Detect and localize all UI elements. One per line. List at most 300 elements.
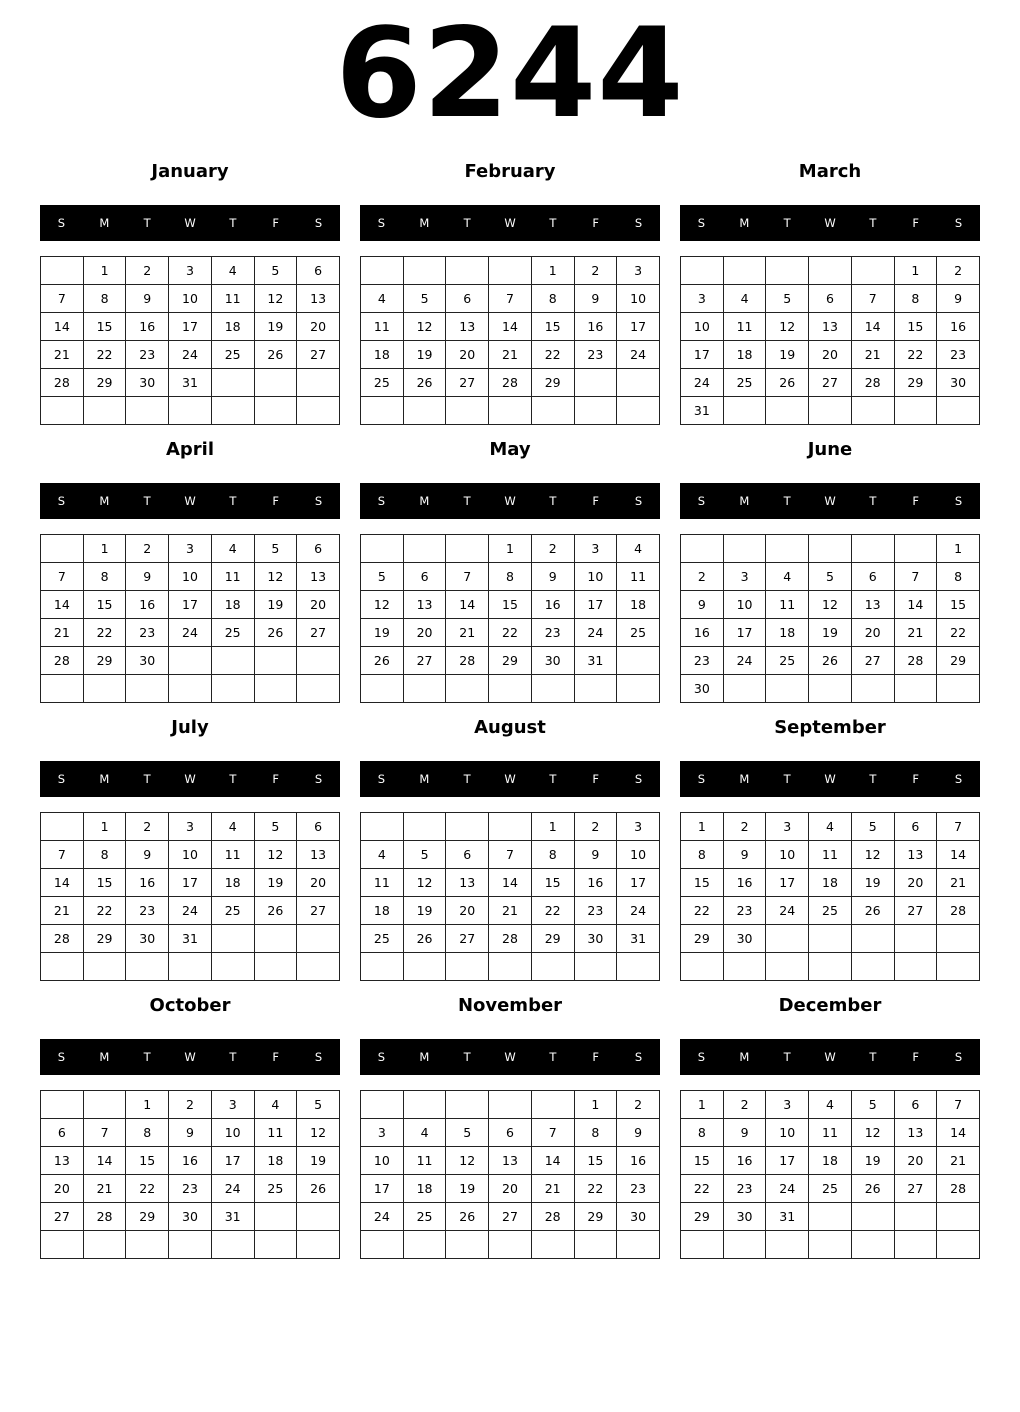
empty-day-cell [489, 813, 532, 841]
day-cell: 18 [809, 1147, 852, 1175]
day-cell: 14 [489, 869, 532, 897]
day-grid [40, 1090, 340, 1259]
day-cell: 27 [809, 369, 852, 397]
empty-day-cell [937, 397, 980, 425]
day-cell: 10 [617, 841, 660, 869]
week-row [361, 1175, 660, 1203]
week-row [681, 285, 980, 313]
day-cell: 14 [41, 869, 84, 897]
empty-day-cell [297, 1203, 340, 1231]
day-cell: 19 [297, 1147, 340, 1175]
week-row [41, 953, 340, 981]
empty-day-cell [851, 397, 894, 425]
empty-day-cell [937, 1203, 980, 1231]
week-row [681, 675, 980, 703]
week-row [681, 535, 980, 563]
weekday-label: T [783, 494, 791, 508]
day-cell: 26 [254, 341, 297, 369]
day-cell: 2 [126, 813, 169, 841]
day-cell: 31 [574, 647, 617, 675]
week-row [41, 313, 340, 341]
weekday-label: F [592, 216, 600, 230]
day-cell: 10 [617, 285, 660, 313]
day-cell: 14 [446, 591, 489, 619]
day-cell: 4 [403, 1119, 446, 1147]
day-cell: 29 [681, 1203, 724, 1231]
day-cell: 23 [723, 897, 766, 925]
day-cell: 17 [681, 341, 724, 369]
day-cell: 22 [489, 619, 532, 647]
empty-day-cell [211, 1231, 254, 1259]
day-cell: 1 [126, 1091, 169, 1119]
day-cell: 17 [617, 313, 660, 341]
day-cell: 25 [617, 619, 660, 647]
weekday-label: W [824, 772, 836, 786]
day-cell: 6 [446, 285, 489, 313]
day-cell: 6 [403, 563, 446, 591]
day-grid [360, 256, 660, 425]
weekday-label: T [143, 494, 151, 508]
empty-day-cell [403, 813, 446, 841]
day-cell: 4 [211, 813, 254, 841]
day-cell: 1 [937, 535, 980, 563]
day-cell: 26 [254, 897, 297, 925]
empty-day-cell [617, 397, 660, 425]
weekday-label: S [634, 494, 643, 508]
day-cell: 6 [489, 1119, 532, 1147]
day-cell: 25 [809, 1175, 852, 1203]
empty-day-cell [361, 813, 404, 841]
day-cell: 25 [211, 341, 254, 369]
weekday-label: S [57, 772, 66, 786]
day-cell: 31 [681, 397, 724, 425]
empty-day-cell [574, 397, 617, 425]
day-cell: 10 [169, 285, 212, 313]
weekday-header [360, 1039, 660, 1075]
weekday-label: F [272, 494, 280, 508]
weekday-label: W [504, 216, 516, 230]
day-cell: 26 [446, 1203, 489, 1231]
weekday-label: W [824, 216, 836, 230]
day-cell: 27 [297, 897, 340, 925]
empty-day-cell [489, 1091, 532, 1119]
day-cell: 28 [531, 1203, 574, 1231]
day-cell: 27 [41, 1203, 84, 1231]
empty-day-cell [851, 1231, 894, 1259]
day-cell: 8 [937, 563, 980, 591]
day-cell: 10 [574, 563, 617, 591]
weekday-label: S [634, 1050, 643, 1064]
day-cell: 25 [403, 1203, 446, 1231]
weekday-label: T [143, 772, 151, 786]
day-cell: 22 [83, 897, 126, 925]
day-cell: 27 [446, 369, 489, 397]
day-cell: 1 [574, 1091, 617, 1119]
weekday-label: T [463, 1050, 471, 1064]
week-row [41, 619, 340, 647]
empty-day-cell [211, 953, 254, 981]
day-cell: 3 [723, 563, 766, 591]
day-cell: 24 [361, 1203, 404, 1231]
empty-day-cell [766, 397, 809, 425]
day-cell: 3 [211, 1091, 254, 1119]
day-cell: 1 [681, 1091, 724, 1119]
weekday-label: M [419, 494, 430, 508]
day-cell: 26 [851, 1175, 894, 1203]
empty-day-cell [297, 369, 340, 397]
day-cell: 1 [531, 257, 574, 285]
day-cell: 5 [851, 1091, 894, 1119]
empty-day-cell [297, 953, 340, 981]
day-cell: 12 [446, 1147, 489, 1175]
empty-day-cell [489, 953, 532, 981]
day-cell: 22 [126, 1175, 169, 1203]
day-cell: 15 [83, 313, 126, 341]
empty-day-cell [41, 675, 84, 703]
day-cell: 19 [361, 619, 404, 647]
week-row [361, 675, 660, 703]
empty-day-cell [574, 953, 617, 981]
day-cell: 21 [83, 1175, 126, 1203]
day-cell: 17 [723, 619, 766, 647]
weekday-label: S [377, 494, 386, 508]
week-row [41, 341, 340, 369]
day-cell: 10 [681, 313, 724, 341]
empty-day-cell [531, 953, 574, 981]
day-cell: 16 [617, 1147, 660, 1175]
week-row [41, 535, 340, 563]
day-cell: 3 [617, 257, 660, 285]
empty-day-cell [169, 647, 212, 675]
day-cell: 7 [894, 563, 937, 591]
empty-day-cell [41, 1091, 84, 1119]
empty-day-cell [894, 397, 937, 425]
empty-day-cell [83, 675, 126, 703]
day-cell: 19 [254, 313, 297, 341]
day-cell: 6 [297, 535, 340, 563]
week-row [681, 1147, 980, 1175]
empty-day-cell [126, 1231, 169, 1259]
day-cell: 26 [851, 897, 894, 925]
day-cell: 13 [894, 841, 937, 869]
weekday-label: S [954, 1050, 963, 1064]
day-cell: 24 [681, 369, 724, 397]
weekday-label: S [57, 494, 66, 508]
day-cell: 6 [894, 813, 937, 841]
day-cell: 5 [297, 1091, 340, 1119]
day-cell: 22 [937, 619, 980, 647]
day-cell: 6 [41, 1119, 84, 1147]
day-cell: 16 [126, 869, 169, 897]
day-cell: 15 [83, 869, 126, 897]
day-cell: 17 [169, 591, 212, 619]
day-cell: 15 [531, 869, 574, 897]
week-row [361, 813, 660, 841]
day-cell: 8 [83, 563, 126, 591]
weekday-label: W [184, 216, 196, 230]
empty-day-cell [723, 397, 766, 425]
week-row [681, 1175, 980, 1203]
day-cell: 15 [937, 591, 980, 619]
week-row [41, 1147, 340, 1175]
week-row [41, 1203, 340, 1231]
day-cell: 2 [531, 535, 574, 563]
week-row [361, 1231, 660, 1259]
week-row [41, 591, 340, 619]
day-cell: 2 [681, 563, 724, 591]
empty-day-cell [851, 675, 894, 703]
day-cell: 2 [169, 1091, 212, 1119]
month-name: December [778, 995, 882, 1016]
day-cell: 2 [937, 257, 980, 285]
day-cell: 23 [126, 619, 169, 647]
day-cell: 3 [169, 535, 212, 563]
week-row [361, 897, 660, 925]
year-title: 6244 [335, 2, 685, 146]
weekday-label: S [954, 216, 963, 230]
week-row [41, 897, 340, 925]
day-cell: 8 [574, 1119, 617, 1147]
day-grid [680, 812, 980, 981]
day-cell: 15 [681, 1147, 724, 1175]
month-name: April [165, 439, 215, 460]
empty-day-cell [446, 397, 489, 425]
week-row [681, 813, 980, 841]
empty-day-cell [446, 813, 489, 841]
weekday-label: T [229, 216, 237, 230]
weekday-header [360, 205, 660, 241]
day-cell: 21 [937, 869, 980, 897]
empty-day-cell [723, 257, 766, 285]
weekday-header [40, 483, 340, 519]
day-cell: 8 [894, 285, 937, 313]
day-cell: 30 [681, 675, 724, 703]
day-cell: 3 [681, 285, 724, 313]
day-grid [680, 534, 980, 703]
week-row [681, 841, 980, 869]
day-cell: 13 [894, 1119, 937, 1147]
day-cell: 14 [894, 591, 937, 619]
empty-day-cell [361, 257, 404, 285]
day-cell: 30 [723, 925, 766, 953]
week-row [681, 563, 980, 591]
day-cell: 12 [851, 841, 894, 869]
empty-day-cell [403, 1231, 446, 1259]
weekday-label: M [419, 772, 430, 786]
week-row [41, 1231, 340, 1259]
day-cell: 5 [254, 535, 297, 563]
day-cell: 9 [126, 285, 169, 313]
weekday-label: F [592, 1050, 600, 1064]
day-cell: 19 [766, 341, 809, 369]
day-cell: 23 [126, 897, 169, 925]
empty-day-cell [809, 397, 852, 425]
week-row [41, 925, 340, 953]
day-cell: 4 [766, 563, 809, 591]
empty-day-cell [361, 1091, 404, 1119]
day-cell: 29 [83, 647, 126, 675]
week-row [681, 897, 980, 925]
day-cell: 6 [851, 563, 894, 591]
week-row [41, 369, 340, 397]
day-cell: 6 [446, 841, 489, 869]
day-cell: 9 [531, 563, 574, 591]
empty-day-cell [83, 1231, 126, 1259]
day-grid [680, 1090, 980, 1259]
week-row [361, 953, 660, 981]
week-row [41, 257, 340, 285]
day-cell: 11 [211, 563, 254, 591]
empty-day-cell [83, 953, 126, 981]
day-cell: 5 [766, 285, 809, 313]
day-cell: 24 [169, 341, 212, 369]
weekday-label: F [912, 216, 920, 230]
day-cell: 6 [894, 1091, 937, 1119]
weekday-header [360, 483, 660, 519]
day-cell: 20 [489, 1175, 532, 1203]
day-cell: 3 [361, 1119, 404, 1147]
day-cell: 16 [531, 591, 574, 619]
empty-day-cell [617, 369, 660, 397]
empty-day-cell [851, 925, 894, 953]
empty-day-cell [531, 1231, 574, 1259]
empty-day-cell [403, 397, 446, 425]
empty-day-cell [446, 257, 489, 285]
week-row [41, 1175, 340, 1203]
day-cell: 12 [254, 841, 297, 869]
empty-day-cell [851, 535, 894, 563]
day-cell: 3 [574, 535, 617, 563]
day-grid [360, 812, 660, 981]
week-row [361, 535, 660, 563]
day-cell: 22 [531, 897, 574, 925]
day-cell: 26 [254, 619, 297, 647]
weekday-label: T [783, 772, 791, 786]
day-cell: 4 [361, 841, 404, 869]
day-cell: 20 [809, 341, 852, 369]
day-cell: 29 [489, 647, 532, 675]
day-cell: 5 [403, 285, 446, 313]
day-cell: 28 [41, 647, 84, 675]
empty-day-cell [574, 675, 617, 703]
weekday-label: T [229, 494, 237, 508]
weekday-label: T [549, 216, 557, 230]
day-cell: 27 [297, 619, 340, 647]
empty-day-cell [809, 535, 852, 563]
week-row [681, 619, 980, 647]
day-cell: 7 [937, 1091, 980, 1119]
day-cell: 23 [169, 1175, 212, 1203]
day-cell: 4 [361, 285, 404, 313]
day-cell: 2 [574, 813, 617, 841]
day-cell: 13 [297, 841, 340, 869]
week-row [681, 313, 980, 341]
weekday-label: M [99, 494, 110, 508]
empty-day-cell [446, 675, 489, 703]
weekday-label: M [99, 1050, 110, 1064]
day-cell: 20 [446, 341, 489, 369]
month-name: March [798, 161, 862, 182]
day-cell: 3 [617, 813, 660, 841]
day-cell: 22 [574, 1175, 617, 1203]
day-cell: 30 [126, 369, 169, 397]
day-cell: 24 [617, 897, 660, 925]
day-cell: 7 [41, 563, 84, 591]
week-row [361, 397, 660, 425]
empty-day-cell [41, 953, 84, 981]
empty-day-cell [403, 257, 446, 285]
empty-day-cell [851, 953, 894, 981]
weekday-label: T [143, 216, 151, 230]
weekday-label: T [229, 1050, 237, 1064]
day-cell: 27 [894, 1175, 937, 1203]
day-cell: 9 [574, 285, 617, 313]
empty-day-cell [254, 397, 297, 425]
weekday-label: T [783, 1050, 791, 1064]
weekday-label: T [229, 772, 237, 786]
day-cell: 23 [574, 897, 617, 925]
day-cell: 7 [446, 563, 489, 591]
day-cell: 28 [894, 647, 937, 675]
empty-day-cell [297, 647, 340, 675]
empty-day-cell [894, 1203, 937, 1231]
day-cell: 1 [83, 257, 126, 285]
day-cell: 27 [894, 897, 937, 925]
month-name: August [474, 717, 546, 738]
empty-day-cell [41, 257, 84, 285]
day-cell: 8 [489, 563, 532, 591]
weekday-label: M [419, 216, 430, 230]
day-cell: 11 [403, 1147, 446, 1175]
day-cell: 14 [41, 313, 84, 341]
week-row [681, 1091, 980, 1119]
day-cell: 19 [254, 869, 297, 897]
day-cell: 4 [617, 535, 660, 563]
day-cell: 29 [531, 925, 574, 953]
weekday-label: S [634, 772, 643, 786]
day-cell: 28 [41, 369, 84, 397]
day-cell: 10 [723, 591, 766, 619]
empty-day-cell [489, 1231, 532, 1259]
day-cell: 12 [403, 869, 446, 897]
week-row [41, 813, 340, 841]
day-cell: 21 [894, 619, 937, 647]
day-cell: 21 [446, 619, 489, 647]
day-cell: 16 [169, 1147, 212, 1175]
day-cell: 30 [723, 1203, 766, 1231]
day-cell: 25 [809, 897, 852, 925]
day-grid [360, 534, 660, 703]
day-cell: 8 [681, 841, 724, 869]
empty-day-cell [851, 257, 894, 285]
empty-day-cell [766, 1231, 809, 1259]
day-cell: 31 [766, 1203, 809, 1231]
day-cell: 19 [851, 869, 894, 897]
day-cell: 29 [531, 369, 574, 397]
empty-day-cell [254, 1203, 297, 1231]
day-cell: 9 [937, 285, 980, 313]
day-cell: 29 [574, 1203, 617, 1231]
empty-day-cell [211, 369, 254, 397]
day-cell: 30 [531, 647, 574, 675]
weekday-label: M [99, 772, 110, 786]
weekday-label: W [504, 772, 516, 786]
day-cell: 16 [574, 869, 617, 897]
day-cell: 13 [489, 1147, 532, 1175]
week-row [41, 869, 340, 897]
day-cell: 29 [83, 369, 126, 397]
day-cell: 14 [937, 1119, 980, 1147]
